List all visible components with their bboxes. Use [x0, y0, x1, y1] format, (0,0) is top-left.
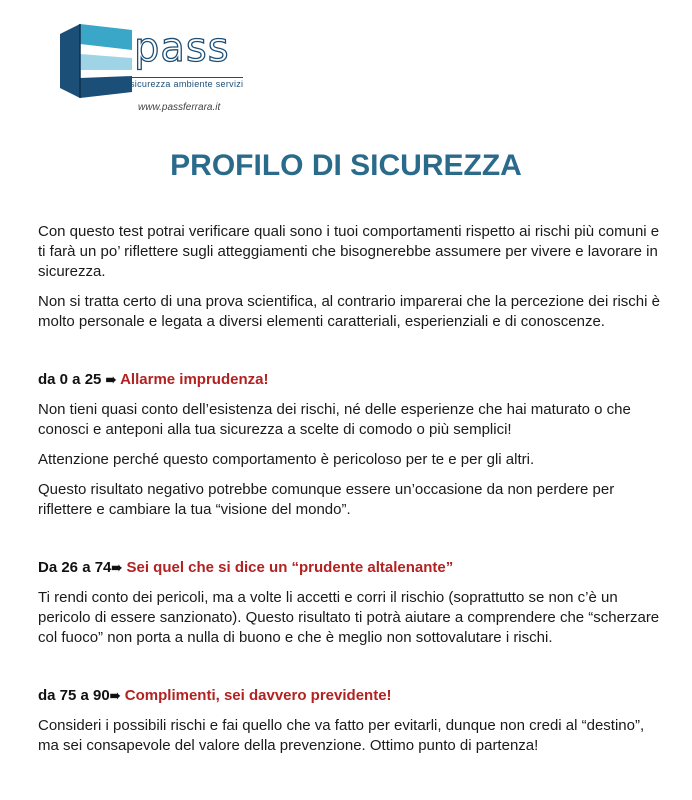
section-paragraph: Questo risultato negativo potrebbe comunque essere un’occasione da non perdere per riflettere e cambiare la tua “visione del mondo”. — [38, 481, 615, 518]
pass-logo-url: www.passferrara.it — [138, 102, 221, 113]
pass-logo-wordmark: pass — [134, 25, 230, 71]
verdict-text: Allarme imprudenza! — [120, 371, 269, 388]
section-paragraph: Non tieni quasi conto dell’esistenza dei rischi, né delle esperienze che hai maturato o che conosci e anteponi alla tua sicurezza a scelte di comodo o più semplici! — [38, 401, 631, 438]
section-heading — [38, 370, 660, 390]
section-paragraph: Ti rendi conto dei pericoli, ma a volte li accetti e corri il rischio (soprattutto se non c’è un pericolo di essere sanzionato). Questo risultato ti potrà aiutare a comprendere che “scherzare col fuoco” non porta a nulla di buono e che è meglio non sottovalutare i rischi. — [38, 589, 660, 646]
pass-logo-tagline: sicurezza ambiente servizi — [130, 79, 244, 89]
arrow-right-icon: ➠ — [111, 560, 123, 575]
arrow-right-icon: ➠ — [109, 688, 121, 703]
section-paragraph: Attenzione perché questo comportamento è pericoloso per te e per gli altri. — [38, 451, 535, 468]
score-range: da 0 a 25 — [38, 371, 102, 388]
intro-paragraph: Con questo test potrai verificare quali sono i tuoi comportamenti rispetto ai rischi più comuni e ti farà un po’ riflettere sugli atteggiamenti che bisognerebbe assumere per vivere e lavorare in sicurezza. — [38, 223, 660, 280]
pass-logo-mark-icon — [56, 20, 136, 102]
verdict-text: Complimenti, sei davvero previdente! — [124, 687, 392, 704]
verdict-text: Sei quel che si dice un “prudente altalenante” — [126, 559, 454, 576]
page-title: PROFILO DI SICUREZZA — [170, 149, 522, 182]
score-range: Da 26 a 74 — [38, 559, 112, 576]
intro-paragraph: Non si tratta certo di una prova scientifica, al contrario imparerai che la percezione dei rischi è molto personale e legata a diversi elementi caratteriali, esperienziali e di conoscenze. — [38, 293, 660, 330]
section-heading — [38, 686, 660, 706]
arrow-right-icon: ➠ — [105, 372, 117, 387]
pass-logo — [56, 20, 256, 113]
score-range: da 75 a 90 — [38, 687, 110, 704]
section-paragraph: Consideri i possibili rischi e fai quello che va fatto per evitarli, dunque non credi al “destino”, ma sei consapevole del valore della prevenzione. Ottimo punto di partenza! — [38, 717, 645, 754]
section-heading — [38, 558, 660, 578]
document-body — [38, 222, 660, 766]
